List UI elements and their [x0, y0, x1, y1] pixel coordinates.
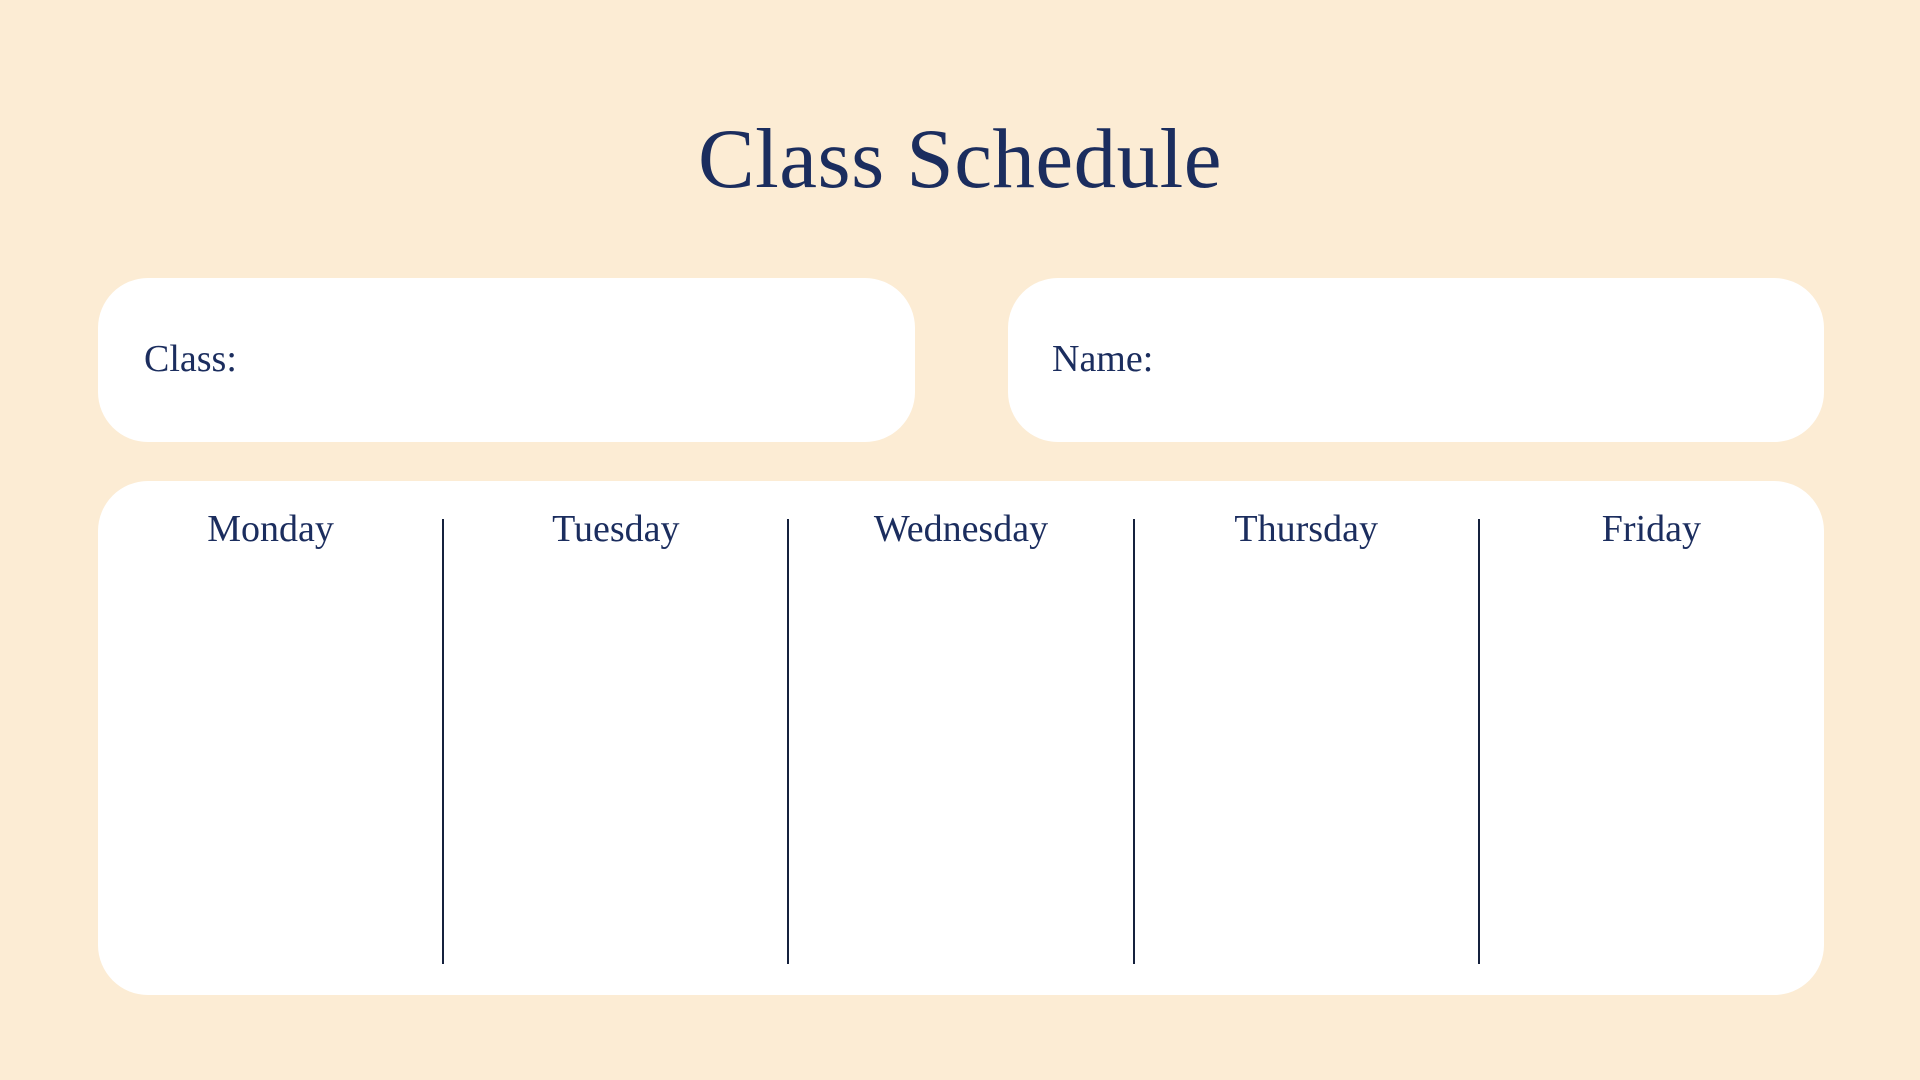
name-input[interactable] — [1167, 278, 1824, 442]
day-header-monday: Monday — [207, 508, 334, 550]
class-label: Class: — [144, 338, 237, 381]
day-column-monday — [98, 481, 443, 995]
column-divider-4 — [1478, 519, 1480, 964]
column-divider-2 — [787, 519, 789, 964]
day-column-tuesday — [443, 481, 788, 995]
day-column-wednesday — [788, 481, 1133, 995]
column-divider-1 — [442, 519, 444, 964]
column-divider-3 — [1133, 519, 1135, 964]
page-title: Class Schedule — [697, 112, 1222, 206]
day-cell-thursday[interactable] — [1134, 553, 1479, 995]
name-label: Name: — [1052, 338, 1154, 381]
day-cell-tuesday[interactable] — [443, 553, 788, 995]
day-header-friday: Friday — [1601, 508, 1701, 550]
class-input[interactable] — [251, 278, 915, 442]
day-cell-wednesday[interactable] — [788, 553, 1133, 995]
day-cell-friday[interactable] — [1479, 553, 1824, 995]
day-header-thursday: Thursday — [1234, 508, 1378, 550]
name-field-card — [1008, 278, 1824, 442]
day-header-wednesday: Wednesday — [873, 508, 1049, 550]
class-field-card — [98, 278, 915, 442]
day-column-friday — [1479, 481, 1824, 995]
day-column-thursday — [1134, 481, 1479, 995]
schedule-grid — [98, 481, 1824, 995]
day-cell-monday[interactable] — [98, 553, 443, 995]
day-header-tuesday: Tuesday — [552, 508, 680, 550]
